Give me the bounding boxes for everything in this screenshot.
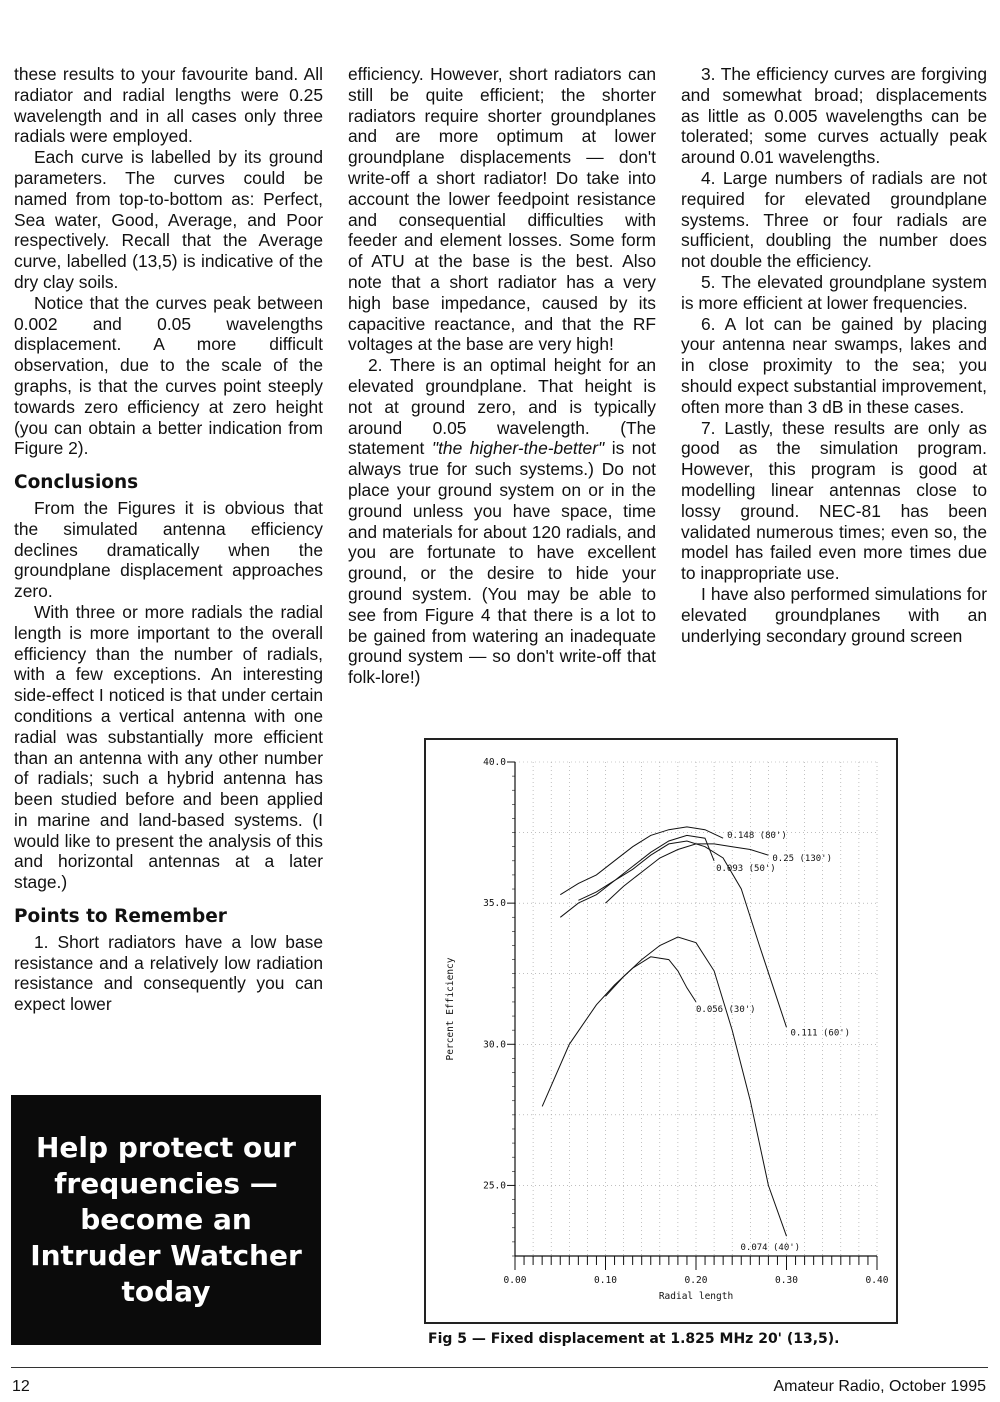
promo-box [11, 1095, 321, 1345]
promo-text: Help protect our frequencies — become an Intruder Watcher today [30, 1131, 302, 1308]
series-label: 0.111 (60') [790, 1028, 851, 1039]
publication-footer: Amateur Radio, October 1995 [773, 1378, 986, 1395]
series-label: 0.25 (130') [772, 854, 833, 865]
y-axis-title: Percent Efficiency [445, 957, 456, 1061]
paragraph: 6. A lot can be gained by placing your antenna near swamps, lakes and in close proximity to the sea; you should expect substantial improvement, often more than 3 dB in these cases. [681, 313, 987, 417]
paragraph: 5. The elevated groundplane system is more efficient at lower frequencies. [681, 271, 987, 313]
x-tick-label: 0.40 [865, 1275, 889, 1286]
paragraph: With three or more radials the radial length is more important to the overall efficiency than the number of radials, with a few exceptions. An interesting side-effect I noticed is that under certain conditions a vertical antenna with one radial was substantially more efficient than an antenna with any other number of radials; such a hybrid antenna has been studied before and been applied in marine and land-based systems. (I would like to present the analysis of this and horizontal antennas at a later stage.) [14, 601, 323, 893]
footer-divider [11, 1367, 988, 1368]
paragraph: I have also performed simulations for elevated groundplanes with an underlying secondary ground screen [681, 583, 987, 646]
paragraph: 7. Lastly, these results are only as good as the simulation program. However, this program is good at modelling linear antennas close to lossy ground. NEC-81 has been validated numerous times; even so, the model has failed even more times due to inappropriate use. [681, 417, 987, 584]
series-line [578, 835, 714, 900]
text-column-left [14, 64, 323, 1015]
paragraph: efficiency. However, short radiators can still be quite efficient; the shorter radiators require shorter groundplanes and are more optimum at lower groundplane displacements — don't write-off a short radiator! Do take into account the lower feedpoint resistance and consequential difficulties with feeder and element losses. Some form of ATU at the base is the best. Also note that a short radiator has a very high base impedance, caused by its capacitive reactance, and that the RF voltages at the base are very high! [348, 64, 656, 355]
quoted-phrase: "the higher-the-better" [431, 438, 605, 459]
y-tick-label: 35.0 [483, 898, 506, 910]
x-tick-label: 0.30 [775, 1275, 798, 1286]
paragraph-part: 2. There is an optimal height for an elevated groundplane. That height is not at ground zero, and is typically around 0.05 wavelength. (The statement [348, 355, 656, 459]
text-column-right [681, 64, 987, 646]
x-tick-label: 0.20 [684, 1275, 708, 1286]
series-label: 0.093 (50') [716, 863, 776, 874]
y-tick-label: 30.0 [483, 1039, 506, 1051]
series-line [542, 957, 696, 1107]
paragraph: 3. The efficiency curves are forgiving and somewhat broad; displacements as little as 0.005 wavelengths can be tolerated; some curves actually peak around 0.01 wavelengths. [681, 64, 987, 168]
heading-conclusions: Conclusions [14, 472, 139, 494]
paragraph: Each curve is labelled by its ground parameters. The curves could be named from top-to-bottom as: Perfect, Sea water, Good, Average, and Poor respectively. Recall that the Average curve, labelled (13,5) is indicative of the dry clay soils. [14, 147, 323, 292]
page-number: 12 [12, 1378, 30, 1395]
y-tick-label: 25.0 [483, 1180, 506, 1192]
paragraph: 1. Short radiators have a low base resistance and a relatively low radiation resistance and consequently you can expect lower [14, 931, 323, 1015]
x-axis-title: Radial length [658, 1291, 734, 1302]
figure-chart [424, 738, 898, 1324]
paragraph: these results to your favourite band. All radiator and radial lengths were 0.25 wavelength and in all cases only three radials were employed. [14, 64, 323, 147]
paragraph: Notice that the curves peak between 0.002 and 0.05 wavelengths displacement. A more difficult observation, due to the scale of the graphs, is that the curves point steeply towards zero efficiency at zero height (you can obtain a better indication from Figure 2). [14, 292, 323, 459]
y-tick-label: 40.0 [483, 757, 506, 768]
series-label: 0.056 (30') [696, 1004, 756, 1015]
series-label: 0.074 (40') [740, 1243, 801, 1254]
x-tick-label: 0.10 [594, 1275, 617, 1286]
heading-points-to-remember: Points to Remember [14, 906, 227, 928]
text-column-middle [348, 64, 656, 688]
series-label: 0.148 (80') [727, 831, 787, 842]
efficiency-chart [426, 740, 896, 1322]
x-tick-label: 0.00 [503, 1275, 527, 1286]
paragraph: 4. Large numbers of radials are not required for elevated groundplane systems. Three or four radials are sufficient, doubling the number does not double the efficiency. [681, 167, 987, 272]
paragraph [348, 355, 656, 688]
figure-caption: Fig 5 — Fixed displacement at 1.825 MHz 20' (13,5). [428, 1331, 840, 1347]
paragraph: From the Figures it is obvious that the simulated antenna efficiency declines dramatically when the groundplane displacement approaches zero. [14, 497, 323, 602]
paragraph-part: is not always true for such systems.) Do not place your ground system on or in the ground unless you have space, time and materials for about 120 radials, and you are fortunate to have excellent ground, or the desire to hide your ground system. (You may be able to see from Figure 4 that there is a lot to be gained from watering an inadequate ground system — so don't write-off that folk-lore!) [348, 438, 656, 688]
